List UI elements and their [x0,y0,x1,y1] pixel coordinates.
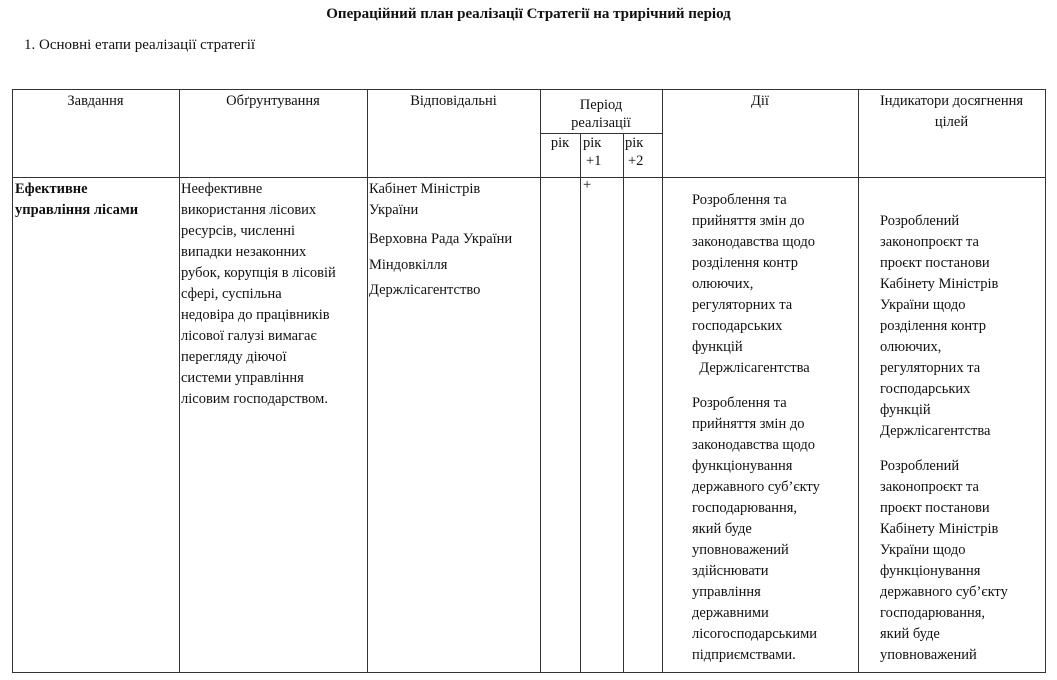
header-justification: Обґрунтування [226,93,320,109]
actions-line: господарювання, [692,500,798,516]
indicators-line: України щодо [880,297,966,313]
actions-line: державного суб’єкту [692,479,820,495]
responsible-line: Держлісагентство [369,282,481,298]
task-line: управління лісами [15,202,139,218]
indicators-line: олюючих, [880,339,942,355]
indicators-line: Держлісагентства [880,423,991,439]
cell-responsible [369,179,539,301]
indicators-line: уповноважений [880,647,977,663]
cell-indicators [880,211,1044,671]
header-year3 [625,134,662,170]
actions-line: Держлісагентства [692,360,810,376]
header-actions: Дії [751,93,769,109]
actions-line: здійснювати [692,563,769,579]
indicators-line: законопроєкт та [880,234,979,250]
col-divider-actions [662,89,663,673]
header-year2-line1: рік [583,135,602,151]
header-bottom-border [12,177,1046,178]
indicators-line: України щодо [880,542,966,558]
header-indicators-line1: Індикатори досягнення [879,93,1024,109]
actions-line: уповноважений [692,542,789,558]
justification-line: лісової галузі вимагає [181,328,317,344]
actions-line: прийняття змін до [692,213,805,229]
year2-mark: + [583,177,592,193]
indicators-line: Кабінету Міністрів [880,276,999,292]
header-year2-line2: +1 [586,153,602,169]
responsible-line: Міндовкілля [369,257,448,273]
header-year2 [583,134,623,170]
actions-line: лісогосподарськими [692,626,818,642]
col-divider-year2 [580,133,581,673]
table-top-border [12,89,1046,90]
indicators-line: регуляторних та [880,360,981,376]
justification-line: недовіра до працівників [181,307,330,323]
responsible-line: Верховна Рада України [369,231,513,247]
actions-line: який буде [692,521,752,537]
actions-line: функцій [692,339,743,355]
indicators-line: який буде [880,626,940,642]
cell-justification [181,179,366,410]
col-divider-period [540,89,541,673]
indicators-line: Розроблений [880,213,960,229]
indicators-line: Розроблений [880,458,960,474]
actions-paragraph-1 [692,190,856,379]
responsible-line: Кабінет Міністрів [369,181,481,197]
indicators-line: господарських [880,381,971,397]
header-year1: рік [550,135,570,151]
justification-line: системи управління [181,370,304,386]
indicators-line: господарювання, [880,605,986,621]
actions-line: функціонування [692,458,793,474]
header-indicators [858,91,1045,133]
actions-line: Розроблення та [692,192,787,208]
actions-line: законодавства щодо [692,234,816,250]
actions-line: управління [692,584,761,600]
actions-line: олюючих, [692,276,754,292]
justification-line: рубок, корупція в лісовій [181,265,336,281]
header-responsible: Відповідальні [410,93,497,109]
actions-line: підприємствами. [692,647,796,663]
indicators-paragraph-2 [880,456,1044,666]
header-period-line1: Період [579,97,623,113]
actions-line: Розроблення та [692,395,787,411]
indicators-line: функціонування [880,563,981,579]
actions-line: прийняття змін до [692,416,805,432]
header-task: Завдання [67,93,124,109]
table-left-border [12,89,13,673]
header-period-line2: реалізації [571,115,631,131]
justification-line: сфері, суспільна [181,286,282,302]
section-heading: 1. Основні етапи реалізації стратегії [24,37,256,53]
cell-actions [692,190,856,680]
document-title: Операційний план реалізації Стратегії на трирічний період [326,6,731,22]
actions-line: господарських [692,318,783,334]
table-right-border [1045,89,1046,673]
indicators-line: Кабінету Міністрів [880,521,999,537]
col-divider-justification [179,89,180,673]
col-divider-indicators [858,89,859,673]
col-divider-year3 [623,133,624,673]
indicators-line: державного суб’єкту [880,584,1008,600]
header-indicators-line2: цілей [934,114,969,130]
indicators-line: проєкт постанови [880,255,990,271]
cell-task [15,179,177,221]
header-period [540,96,662,132]
actions-line: регуляторних та [692,297,793,313]
col-divider-responsible [367,89,368,673]
indicators-line: розділення контр [880,318,986,334]
justification-line: використання лісових [181,202,317,218]
header-year3-line2: +2 [628,153,644,169]
task-line: Ефективне [15,181,88,197]
justification-line: лісовим господарством. [181,391,328,407]
header-year3-line1: рік [625,135,644,151]
justification-line: перегляду діючої [181,349,287,365]
indicators-line: функцій [880,402,931,418]
justification-line: ресурсів, численні [181,223,296,239]
indicators-line: проєкт постанови [880,500,990,516]
actions-paragraph-2 [692,393,856,666]
actions-line: законодавства щодо [692,437,816,453]
justification-line: випадки незаконних [181,244,307,260]
actions-line: державними [692,605,769,621]
actions-line: розділення контр [692,255,798,271]
justification-line: Неефективне [181,181,263,197]
indicators-paragraph-1 [880,211,1044,442]
indicators-line: законопроєкт та [880,479,979,495]
table-bottom-border [12,672,1046,673]
responsible-line: України [369,202,419,218]
